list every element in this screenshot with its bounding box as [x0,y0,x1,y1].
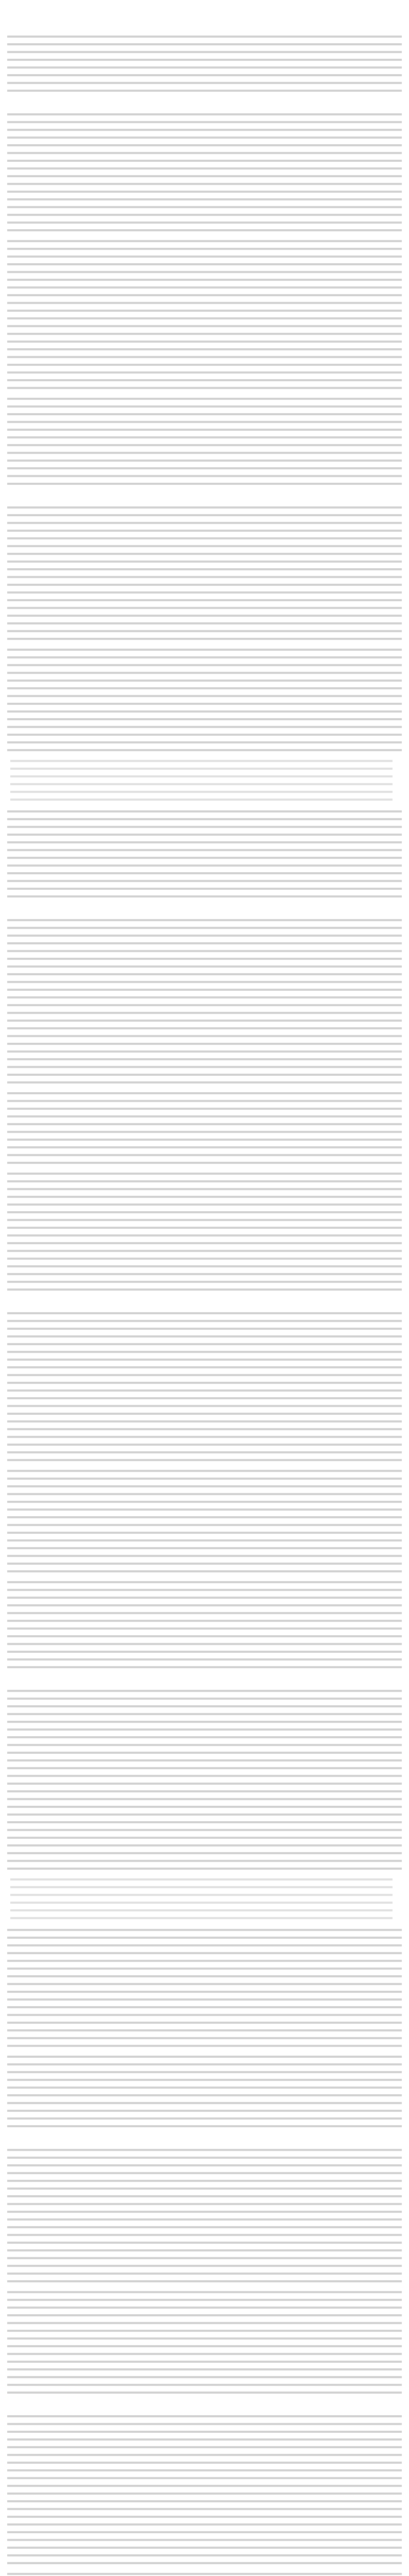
body-paragraph [7,111,402,234]
text-block [7,2413,402,2567]
text-block [7,33,402,95]
body-paragraph [7,917,402,1087]
body-paragraph [7,646,402,754]
text-block [7,111,402,234]
text-block [7,238,402,392]
text-block [7,1310,402,1464]
text-block [7,808,402,901]
section-heading [7,906,402,913]
body-paragraph [7,1090,402,1167]
body-paragraph [7,395,402,488]
body-paragraph [7,1467,402,1575]
text-block [7,1687,402,1873]
body-paragraph [7,1579,402,1671]
text-block [7,1090,402,1167]
intro-paragraph [7,33,402,95]
body-paragraph [7,2413,402,2567]
section-heading [7,1676,402,1684]
block-quote [7,1876,402,1922]
text-block [7,1467,402,1575]
body-paragraph [7,2146,402,2285]
text-block [7,2289,402,2397]
body-paragraph [7,238,402,392]
text-block [10,757,393,804]
document-subtitle [7,21,401,29]
text-block [7,1579,402,1671]
text-block [7,504,402,643]
body-paragraph [7,1926,402,2050]
text-block [7,1926,402,2050]
body-paragraph [7,808,402,901]
section-heading [7,2136,402,2143]
document-header [7,4,401,29]
text-block [7,917,402,1087]
section-heading [7,1299,402,1307]
body-paragraph [7,504,402,643]
section-heading [7,493,402,501]
text-block [10,1876,393,1922]
text-block [7,646,402,754]
text-block [7,2146,402,2285]
section-heading [7,100,402,108]
block-quote [7,757,402,804]
body-paragraph [7,2289,402,2397]
body-paragraph [7,1687,402,1873]
chapter-title [7,4,401,12]
text-block [7,2570,402,2576]
body-paragraph [7,2570,402,2576]
section-heading [7,2402,402,2410]
document-title [7,12,401,21]
body-paragraph [7,1310,402,1464]
text-block [7,2053,402,2130]
body-paragraph [7,2053,402,2130]
text-block [7,395,402,488]
text-block [7,1170,402,1294]
body-paragraph [7,1170,402,1294]
